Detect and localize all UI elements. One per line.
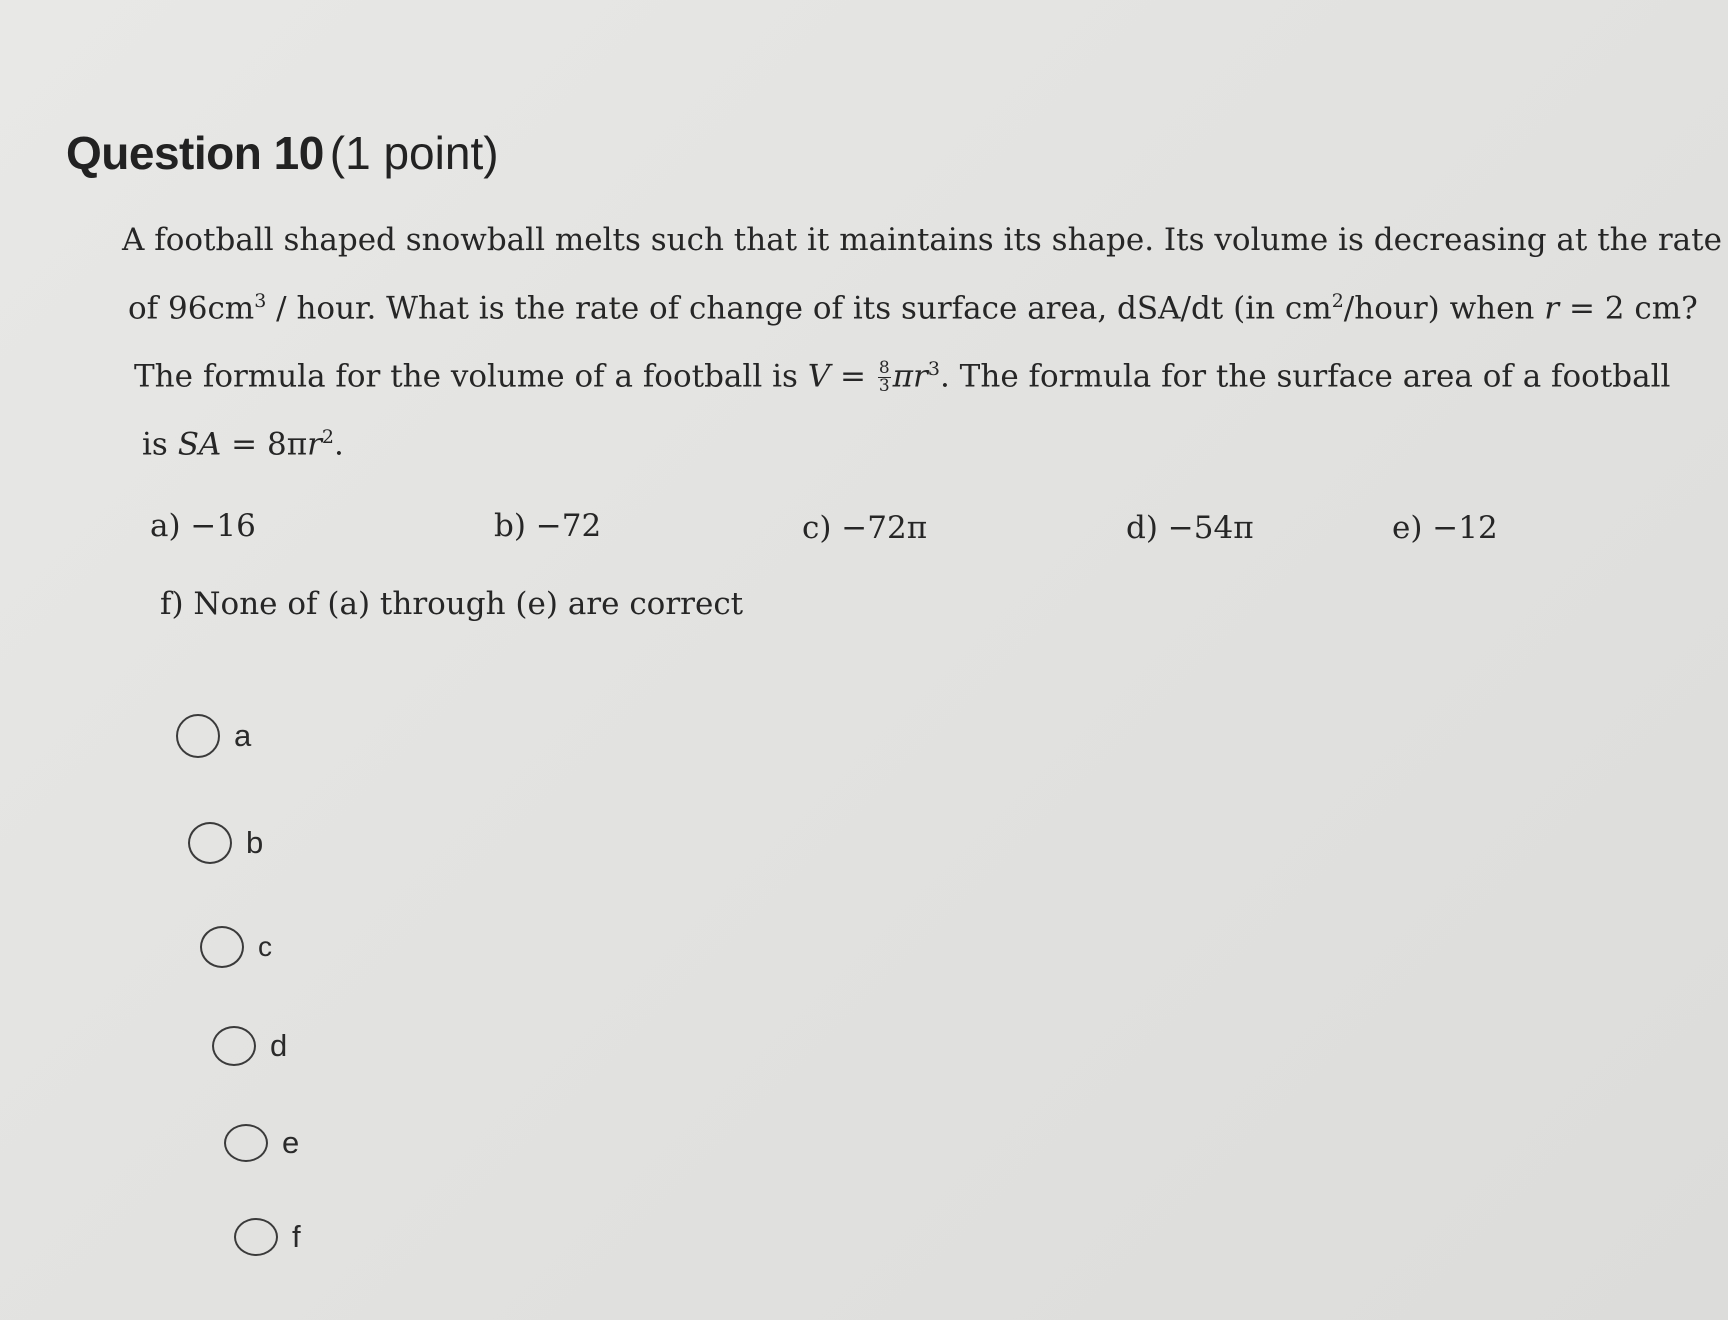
stem-text: A football shaped snowball melts such that it maintains its shape. Its volume is decreasing at the rate [122,222,1722,258]
radio-button[interactable] [212,1026,256,1066]
stem-text: . The formula for the surface area of a football [939,358,1671,395]
radio-label[interactable]: f [292,1219,301,1254]
stem-text: = 2 cm? [1559,290,1698,327]
stem-variable: r [307,426,322,463]
radio-button[interactable] [176,714,220,758]
radio-option-e[interactable] [224,1124,299,1162]
stem-text: is [142,426,178,463]
radio-button[interactable] [188,822,232,864]
choice-f-text: f) None of (a) through (e) are correct [160,586,744,622]
question-stem-line-4 [142,426,344,462]
radio-button[interactable] [234,1218,278,1256]
stem-text: = [830,358,876,395]
choice-c-text: c) −72π [802,510,928,546]
radio-label[interactable]: d [270,1028,288,1063]
volume-fraction [878,360,891,395]
question-stem-line-2 [128,290,1698,326]
stem-text: = 8π [221,426,308,463]
radio-option-a[interactable] [176,714,251,758]
stem-variable: r [1544,290,1560,327]
radio-label[interactable]: c [258,931,272,962]
radio-option-f[interactable] [234,1218,301,1256]
choice-e-text: e) −12 [1392,510,1498,546]
radio-option-b[interactable] [188,822,263,864]
choice-b-text: b) −72 [494,508,602,544]
radio-option-d[interactable] [212,1026,287,1066]
stem-variable: πr [892,358,928,395]
question-points: (1 point) [329,127,499,179]
stem-text: /hour) when [1343,290,1545,327]
radio-label[interactable]: b [246,825,264,860]
fraction-denominator: 3 [878,376,890,397]
radio-option-c[interactable] [200,926,272,968]
question-stem-line-3 [134,358,1670,395]
stem-superscript: 2 [321,426,335,448]
choice-a-text: a) −16 [150,508,256,544]
question-title [66,126,499,180]
fraction-numerator: 8 [878,358,890,379]
question-stem-line-1 [122,222,1722,258]
stem-text: The formula for the volume of a football is [134,358,808,395]
stem-superscript: 2 [1331,290,1344,312]
choice-d-text: d) −54π [1126,510,1254,546]
stem-superscript: 3 [254,290,267,312]
radio-button[interactable] [200,926,244,968]
radio-button[interactable] [224,1124,268,1162]
stem-text: of 96cm [128,290,255,327]
question-number: Question 10 [66,127,324,179]
stem-superscript: 3 [927,358,940,380]
stem-text: / hour. What is the rate of change of its surface area, dSA/dt (in cm [266,290,1332,327]
stem-text: . [334,426,344,463]
radio-label[interactable]: a [234,718,252,753]
stem-variable: SA [177,426,222,463]
radio-label[interactable]: e [282,1125,300,1160]
stem-variable: V [807,358,831,395]
